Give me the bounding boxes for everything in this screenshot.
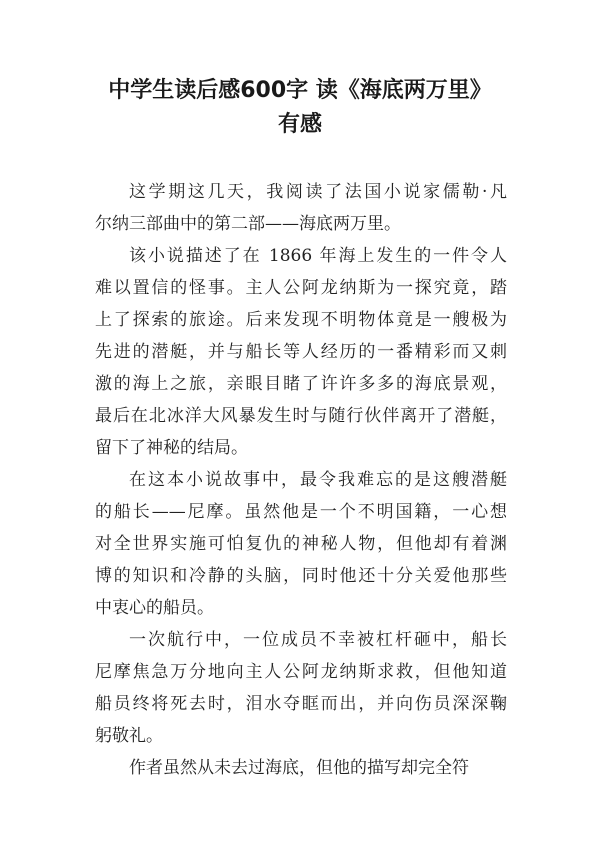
document-title-line-1: 中学生读后感600字 读《海底两万里》 [108, 78, 492, 103]
paragraph-line: 最后在北冰洋大风暴发生时与随行伙伴离开了潜艇， [95, 406, 507, 426]
paragraph-1 [95, 176, 507, 240]
paragraph-line: 的船长——尼摩。虽然他是一个不明国籍，一心想 [95, 502, 507, 522]
paragraph-line: 在这本小说故事中，最令我难忘的是这艘潜艇 [129, 470, 507, 490]
paragraph-line: 躬敬礼。 [95, 726, 163, 746]
paragraph-line: 留下了神秘的结局。 [95, 438, 248, 458]
paragraph-line: 中衷心的船员。 [95, 598, 214, 618]
paragraph-line: 先进的潜艇，并与船长等人经历的一番精彩而又刺 [95, 342, 507, 362]
paragraph-line: 博的知识和冷静的头脑，同时他还十分关爱他那些 [95, 566, 507, 586]
paragraph-line: 尼摩焦急万分地向主人公阿龙纳斯求救，但他知道 [95, 662, 507, 682]
paragraph-line: 尔纳三部曲中的第二部——海底两万里。 [95, 214, 401, 234]
paragraph-4 [95, 624, 507, 752]
paragraph-line: 这学期这几天，我阅读了法国小说家儒勒·凡 [129, 182, 507, 202]
paragraph-line: 船员终将死去时，泪水夺眶而出，并向伤员深深鞠 [95, 694, 507, 714]
paragraph-line: 上了探索的旅途。后来发现不明物体竟是一艘极为 [95, 310, 507, 330]
paragraph-line: 对全世界实施可怕复仇的神秘人物，但他却有着渊 [95, 534, 507, 554]
paragraph-line: 难以置信的怪事。主人公阿龙纳斯为一探究竟，踏 [95, 278, 507, 298]
paragraph-3 [95, 464, 507, 624]
document-title-line-2: 有感 [277, 112, 322, 137]
paragraph-2 [95, 240, 507, 464]
paragraph-line: 激的海上之旅，亲眼目睹了许许多多的海底景观， [95, 374, 507, 394]
paragraph-5 [95, 752, 507, 784]
paragraph-line: 该小说描述了在 1866 年海上发生的一件令人 [129, 246, 507, 266]
document-body [95, 176, 507, 784]
paragraph-line: 作者虽然从未去过海底，但他的描写却完全符 [129, 758, 469, 778]
paragraph-line: 一次航行中，一位成员不幸被杠杆砸中，船长 [129, 630, 507, 650]
